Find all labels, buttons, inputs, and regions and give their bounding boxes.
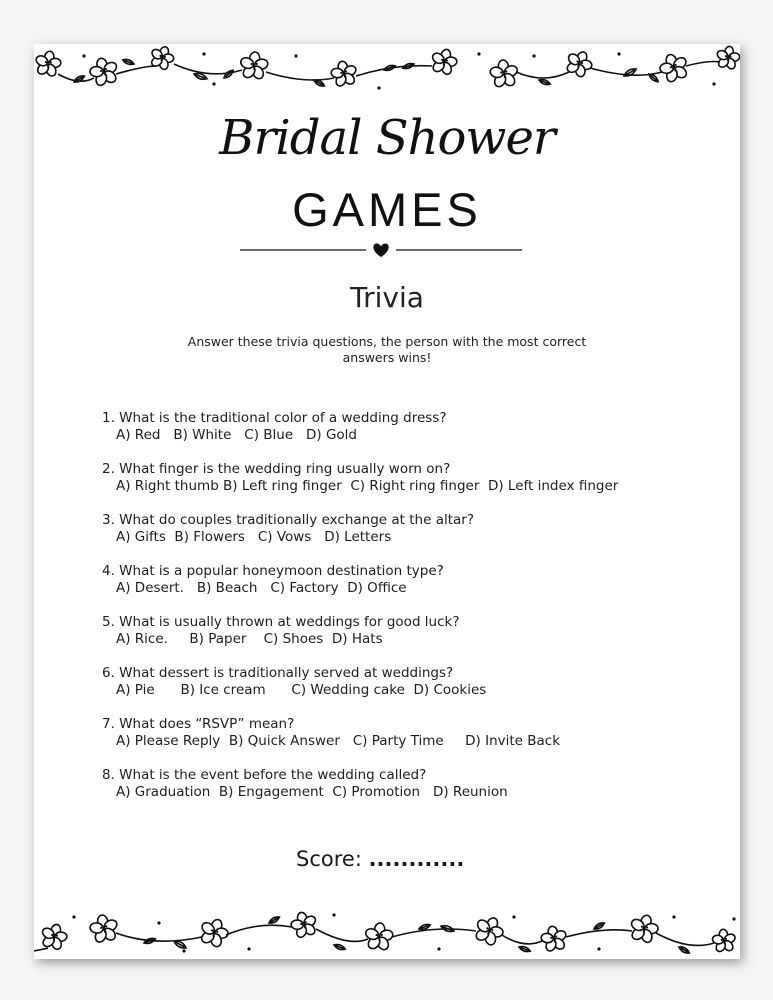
question-2: [102, 461, 722, 512]
heart-divider: [240, 242, 522, 258]
leaf-icon: [678, 945, 690, 955]
question-list: [102, 410, 722, 818]
question-7: [102, 716, 722, 767]
question-6: [102, 665, 722, 716]
flower-icon: [238, 51, 270, 82]
flower-icon: [626, 912, 662, 947]
leaf-icon: [538, 78, 551, 86]
leaf-icon: [73, 74, 85, 84]
flower-icon: [146, 44, 177, 73]
flower-icon: [711, 928, 738, 954]
question-text: 3. What do couples traditionally exchange at the altar?: [102, 512, 474, 528]
instructions: Answer these trivia questions, the person with the most correct answers wins!: [187, 334, 587, 365]
trivia-sheet: [34, 44, 740, 959]
question-8: [102, 767, 722, 818]
leaf-icon: [402, 62, 415, 70]
leaf-icon: [122, 58, 135, 66]
question-text: 1. What is the traditional color of a wedding dress?: [102, 410, 447, 426]
leaf-icon: [333, 943, 346, 951]
flower-icon: [87, 913, 121, 946]
question-options: A) Desert. B) Beach C) Factory D) Office: [116, 580, 407, 596]
flower-icon: [86, 55, 122, 90]
question-text: 4. What is a popular honeymoon destination type?: [102, 563, 444, 579]
question-options: A) Pie B) Ice cream C) Wedding cake D) Cookies: [116, 682, 487, 698]
floral-border-bottom: [34, 907, 740, 959]
question-options: A) Please Reply B) Quick Answer C) Party Time D) Invite Back: [116, 733, 561, 749]
leaf-icon: [268, 915, 280, 925]
question-options: A) Red B) White C) Blue D) Gold: [116, 427, 357, 443]
question-text: 5. What is usually thrown at weddings for good luck?: [102, 614, 460, 630]
leaf-icon: [143, 937, 156, 945]
question-text: 8. What is the event before the wedding called?: [102, 767, 427, 783]
game-title: Trivia: [350, 281, 424, 314]
question-4: [102, 563, 722, 614]
leaf-icon: [440, 924, 455, 933]
score-blank[interactable]: ............: [368, 847, 465, 871]
score-label: Score:: [296, 847, 369, 871]
question-text: 6. What dessert is traditionally served at weddings?: [102, 665, 454, 681]
question-5: [102, 614, 722, 665]
script-title: Bridal Shower: [219, 110, 555, 166]
heart-icon: [373, 243, 388, 257]
flower-icon: [287, 909, 320, 941]
question-3: [102, 512, 722, 563]
leaf-icon: [518, 945, 531, 953]
games-title: GAMES: [292, 183, 482, 236]
question-options: A) Graduation B) Engagement C) Promotion D) Reunion: [116, 784, 508, 800]
question-1: [102, 410, 722, 461]
question-options: A) Rice. B) Paper C) Shoes D) Hats: [116, 631, 383, 647]
flower-icon: [655, 50, 693, 87]
flower-icon: [488, 59, 520, 90]
leaf-icon: [383, 64, 396, 72]
question-options: A) Gifts B) Flowers C) Vows D) Letters: [116, 529, 392, 545]
score-line: [296, 844, 464, 874]
leaf-icon: [593, 921, 605, 931]
question-text: 2. What finger is the wedding ring usually worn on?: [102, 461, 451, 477]
question-options: A) Right thumb B) Left ring finger C) Right ring finger D) Left index finger: [116, 478, 619, 494]
flower-icon: [363, 922, 395, 953]
question-text: 7. What does “RSVP” mean?: [102, 716, 295, 732]
floral-border-top: [34, 44, 740, 94]
flower-icon: [195, 915, 233, 952]
flower-icon: [538, 924, 569, 954]
flower-icon: [328, 59, 359, 89]
flower-icon: [37, 921, 70, 953]
flower-icon: [427, 46, 460, 78]
leaf-icon: [623, 67, 638, 78]
flower-icon: [561, 47, 597, 82]
flower-icon: [714, 44, 740, 72]
